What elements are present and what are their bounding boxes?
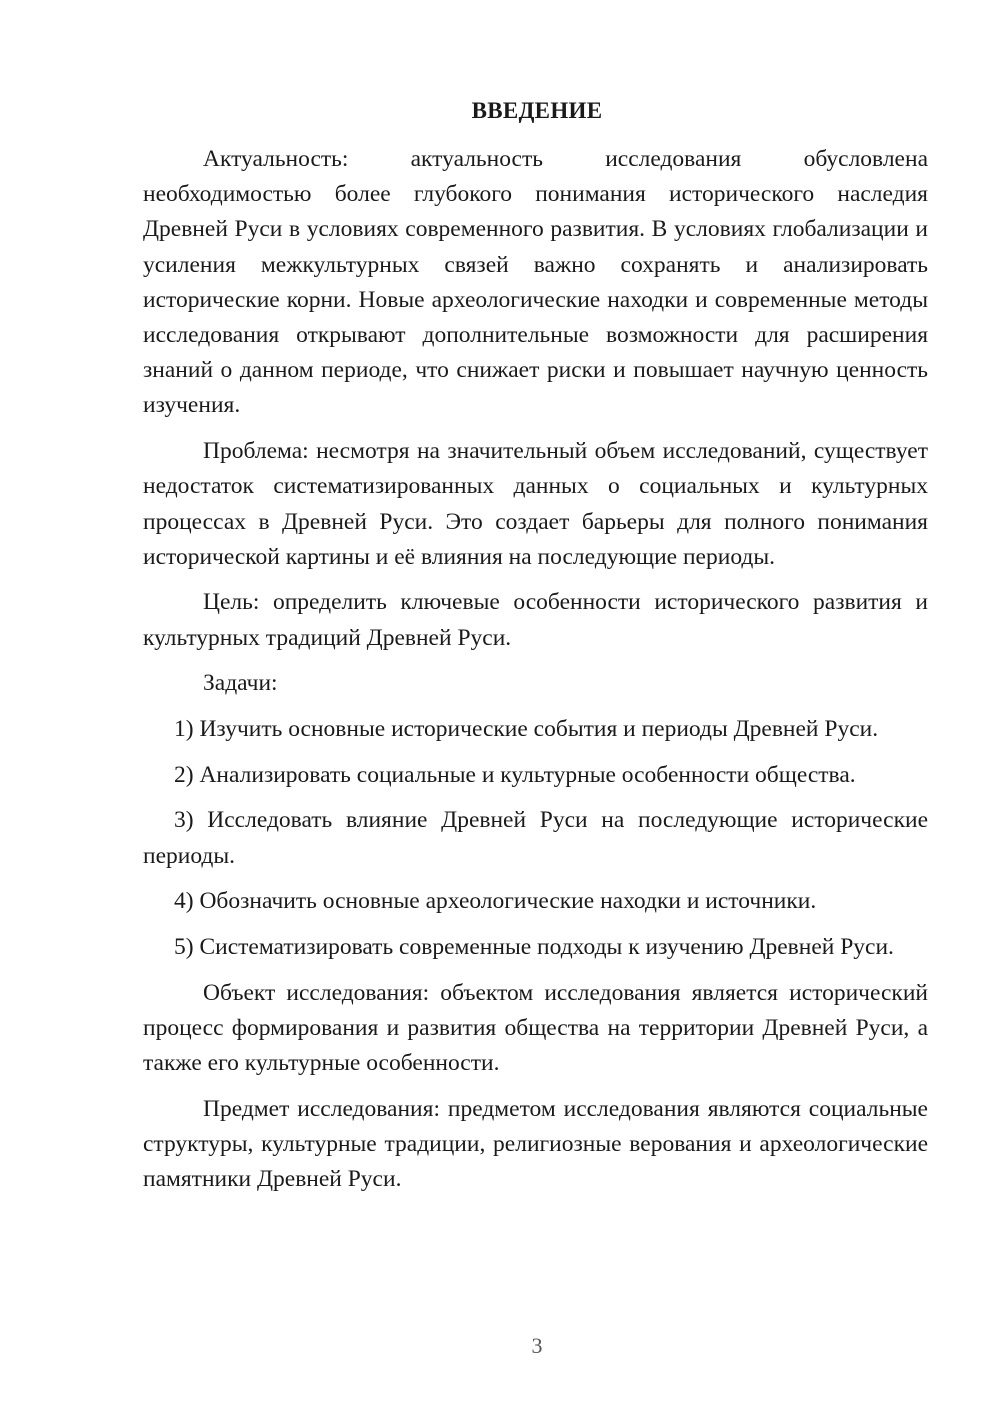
paragraph-relevance: Актуальность: актуальность исследования обусловлена необходимостью более глубокого понимания исторического наследия Древней Руси в условиях современного развития. В условиях глобализации и усиления межкультурных связей важно сохранять и анализировать исторические корни. Новые археологические находки и современные методы исследования открывают дополнительные возможности для расширения знаний о данном периоде, что снижает риски и повышает научную ценность изучения. [143,146,928,419]
page-title: ВВЕДЕНИЕ [471,98,603,123]
document-body [143,142,928,1208]
tasks-heading: Задачи: [203,670,278,697]
page-number: 3 [531,1333,543,1358]
paragraph-subject: Предмет исследования: предметом исследования являются социальные структуры, культурные традиции, религиозные верования и археологические памятники Древней Руси. [143,1095,928,1193]
task-item-2: 2) Анализировать социальные и культурные особенности общества. [174,761,856,788]
task-item-3: 3) Исследовать влияние Древней Руси на последующие исторические периоды. [143,807,928,869]
task-item-1: 1) Изучить основные исторические события и периоды Древней Руси. [174,716,879,743]
paragraph-problem: Проблема: несмотря на значительный объем исследований, существует недостаток систематизированных данных о социальных и культурных процессах в Древней Руси. Это создает барьеры для полного понимания исторической картины и её влияния на последующие периоды. [143,438,928,570]
task-item-5: 5) Систематизировать современные подходы к изучению Древней Руси. [174,934,894,961]
paragraph-goal: Цель: определить ключевые особенности исторического развития и культурных традиций Древней Руси. [143,589,928,651]
paragraph-object: Объект исследования: объектом исследования является исторический процесс формирования и развития общества на территории Древней Руси, а также его культурные особенности. [143,979,928,1077]
task-item-4: 4) Обозначить основные археологические находки и источники. [174,888,817,915]
